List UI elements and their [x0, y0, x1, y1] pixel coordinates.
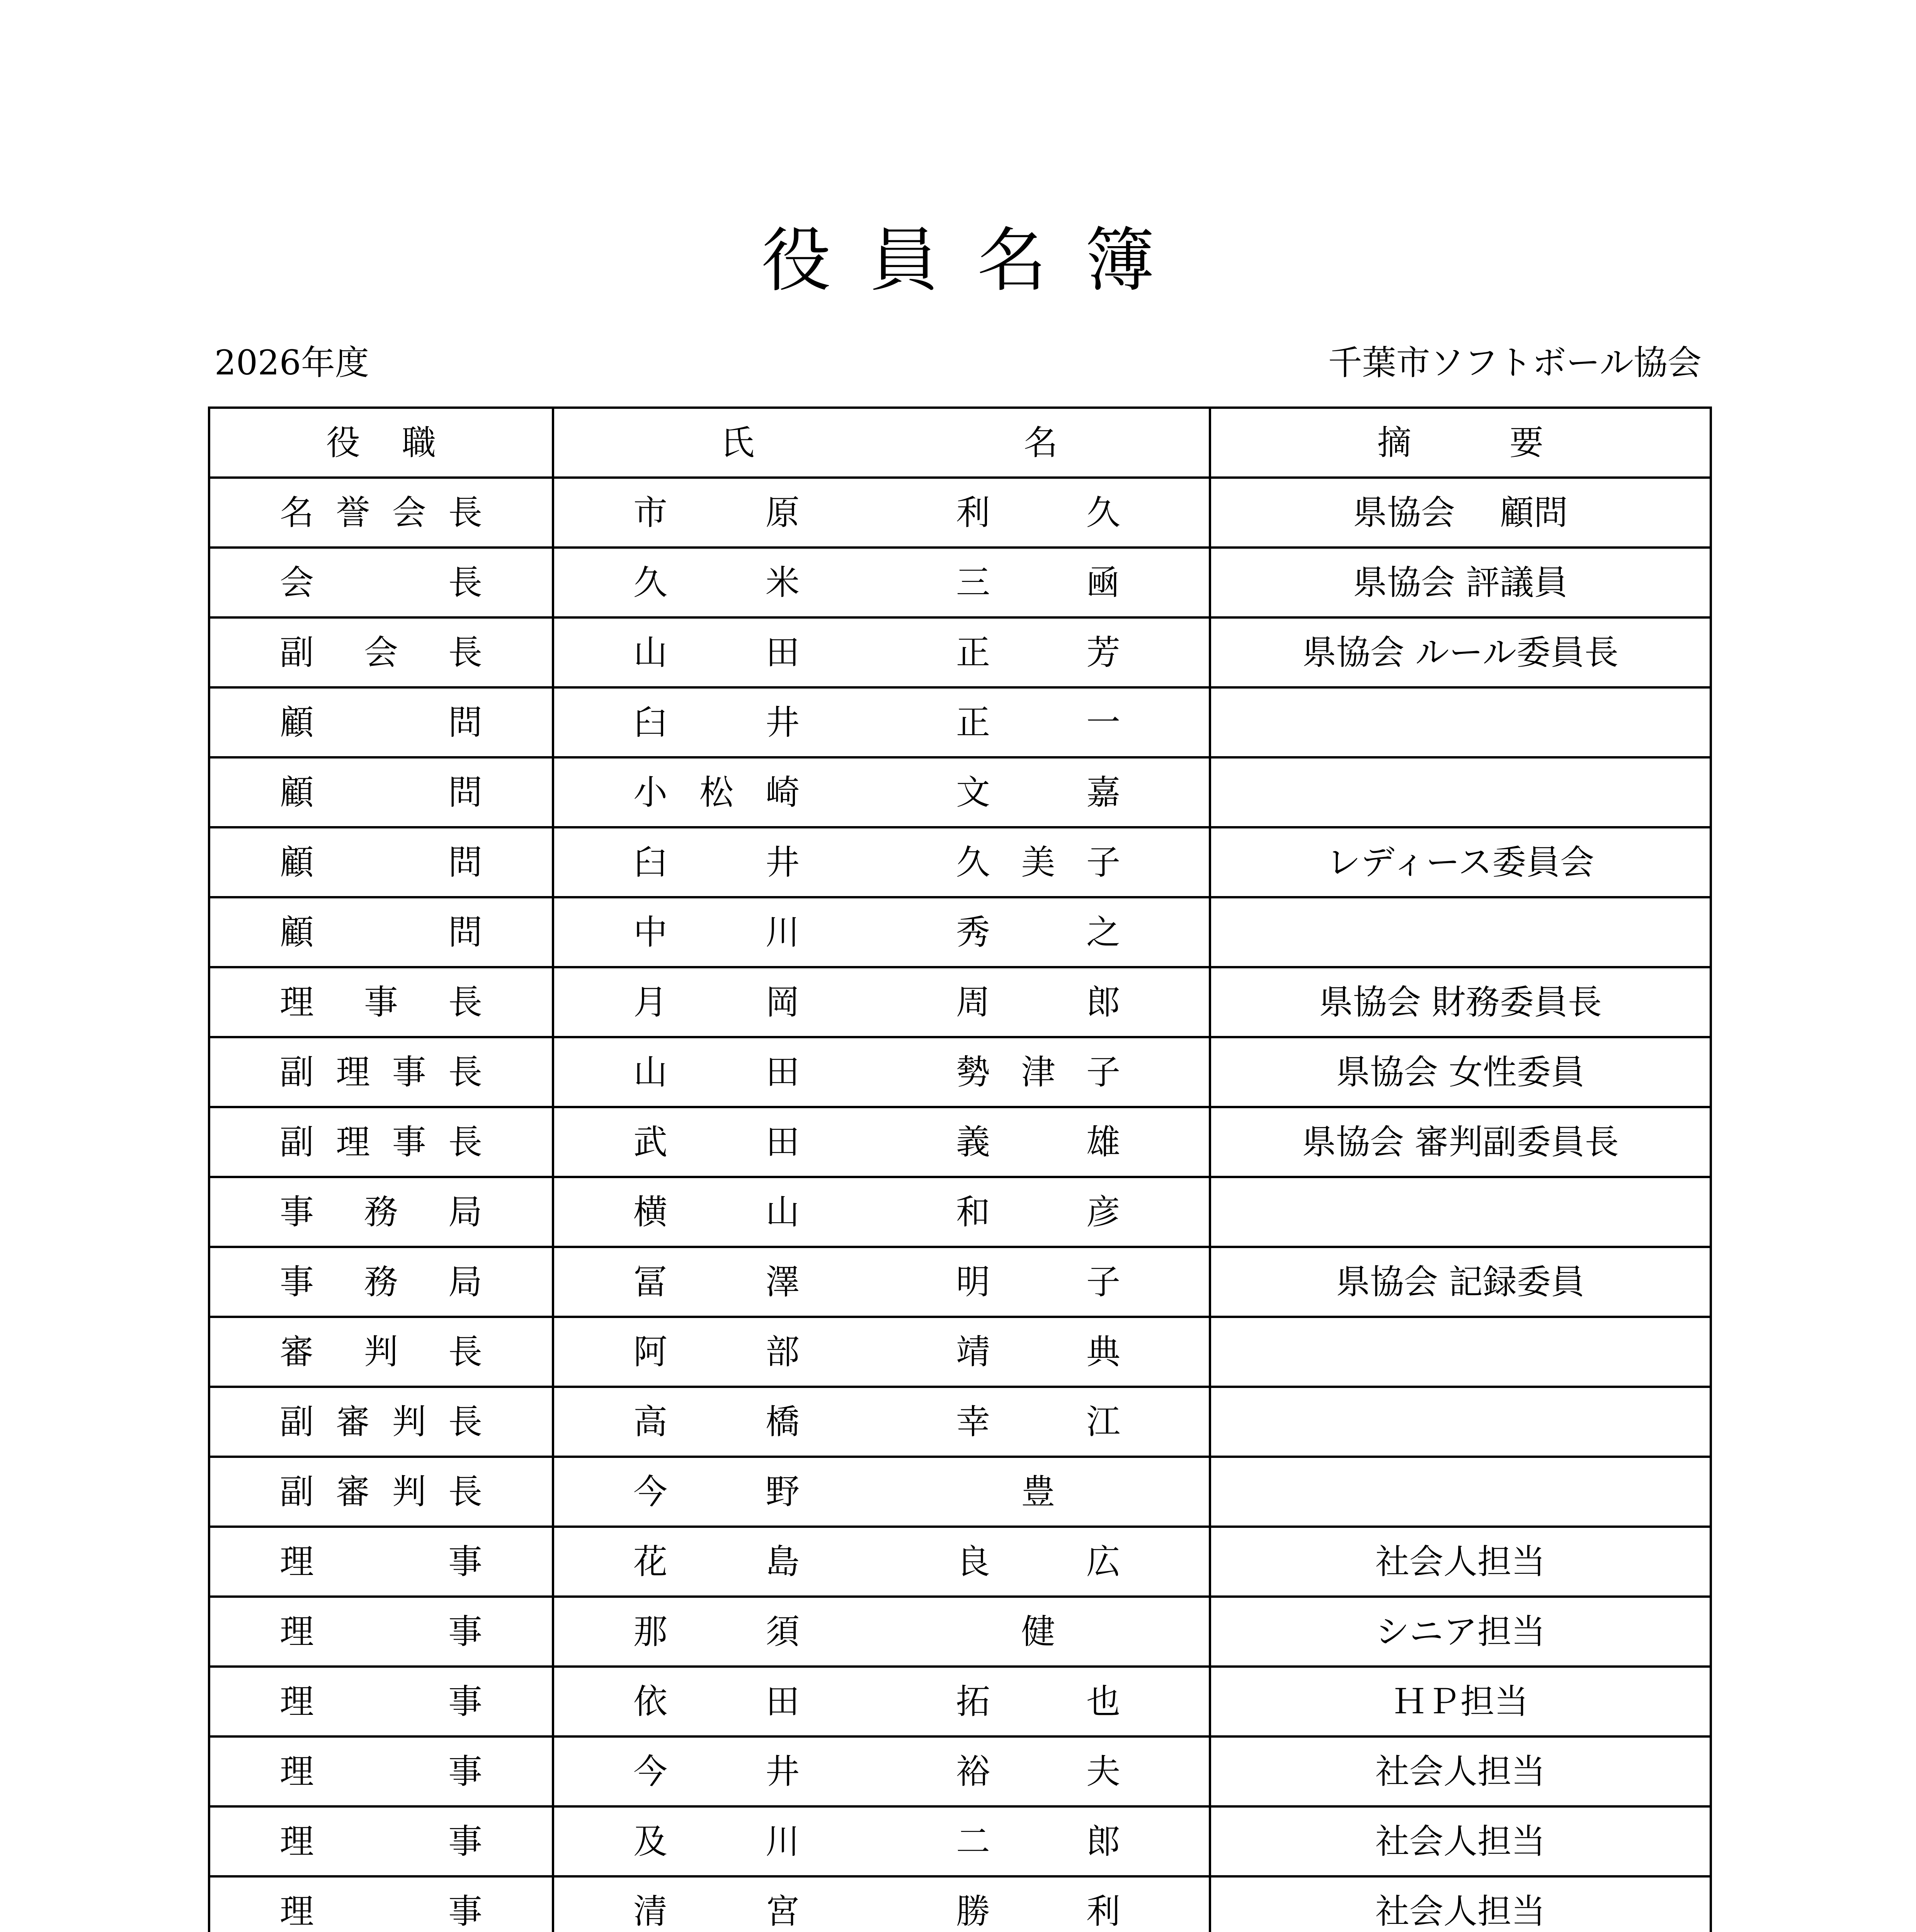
- role-text: 理事: [280, 1891, 482, 1931]
- given-name: 勢津子: [956, 1052, 1120, 1092]
- name-cell: [553, 1387, 1210, 1457]
- role-text: 理事長: [280, 982, 482, 1022]
- table-row: [209, 1736, 1711, 1806]
- family-name: 山田: [633, 632, 800, 672]
- role-text: 副審判長: [280, 1471, 482, 1512]
- table-row: [209, 548, 1711, 617]
- family-name: 今野: [633, 1471, 800, 1512]
- note-cell: ＨＰ担当: [1210, 1667, 1711, 1736]
- table-row: [209, 1317, 1711, 1387]
- name-cell: [553, 1107, 1210, 1177]
- role-text: 理事: [280, 1681, 482, 1721]
- role-cell: [209, 1806, 553, 1876]
- family-name: 中川: [633, 912, 800, 952]
- role-cell: [209, 1457, 553, 1527]
- fiscal-year: 2026年度: [214, 343, 369, 383]
- note-cell: 社会人担当: [1210, 1527, 1711, 1597]
- family-name: 花島: [633, 1541, 800, 1582]
- table-row: [209, 1806, 1711, 1876]
- role-cell: [209, 757, 553, 827]
- family-name: 那須: [633, 1611, 800, 1651]
- table-row: [209, 827, 1711, 897]
- table-row: [209, 617, 1711, 687]
- given-name: 明子: [956, 1262, 1120, 1302]
- header-note-label: 摘要: [1377, 422, 1543, 463]
- officer-roster-table: [208, 406, 1712, 1932]
- given-name: 裕夫: [956, 1751, 1120, 1791]
- note-cell: [1210, 897, 1711, 967]
- family-name: 依田: [633, 1681, 800, 1721]
- role-text: 理事: [280, 1821, 482, 1861]
- role-cell: [209, 1597, 553, 1667]
- note-cell: 社会人担当: [1210, 1876, 1711, 1932]
- header-note: [1210, 408, 1711, 478]
- family-name: 横山: [633, 1192, 800, 1232]
- role-text: 会長: [280, 562, 482, 602]
- table-row: [209, 967, 1711, 1037]
- given-name: 秀之: [956, 912, 1120, 952]
- note-cell: [1210, 757, 1711, 827]
- role-text: 事務局: [280, 1262, 482, 1302]
- note-cell: 県協会 記録委員: [1210, 1247, 1711, 1317]
- header-role: [209, 408, 553, 478]
- table-row: [209, 1527, 1711, 1597]
- header-name-given-label: 名: [1024, 422, 1058, 463]
- role-cell: [209, 548, 553, 617]
- family-name: 月岡: [633, 982, 800, 1022]
- name-cell: [553, 1876, 1210, 1932]
- family-name: 今井: [633, 1751, 800, 1791]
- note-cell: 県協会 顧問: [1210, 478, 1711, 548]
- name-cell: [553, 757, 1210, 827]
- table-row: [209, 1107, 1711, 1177]
- name-cell: [553, 548, 1210, 617]
- given-name: 利久: [956, 492, 1120, 532]
- given-name: 文嘉: [956, 772, 1120, 812]
- note-cell: [1210, 1387, 1711, 1457]
- note-cell: 県協会 財務委員長: [1210, 967, 1711, 1037]
- role-text: 副理事長: [280, 1052, 482, 1092]
- role-cell: [209, 897, 553, 967]
- name-cell: [553, 1247, 1210, 1317]
- table-header-row: [209, 408, 1711, 478]
- name-cell: [553, 1457, 1210, 1527]
- name-cell: [553, 897, 1210, 967]
- page-title: 役員名簿: [761, 220, 1193, 301]
- name-cell: [553, 827, 1210, 897]
- given-name: 良広: [956, 1541, 1120, 1582]
- organization-name: 千葉市ソフトボール協会: [1328, 343, 1702, 383]
- role-cell: [209, 1037, 553, 1107]
- given-name: 拓也: [956, 1681, 1120, 1721]
- header-name-family-label: 氏: [720, 422, 755, 463]
- header-role-label: 役職: [326, 422, 436, 463]
- role-cell: [209, 967, 553, 1037]
- given-name: 正芳: [956, 632, 1120, 672]
- role-cell: [209, 1247, 553, 1317]
- name-cell: [553, 1037, 1210, 1107]
- given-name: 幸江: [956, 1401, 1120, 1442]
- role-cell: [209, 1527, 553, 1597]
- role-text: 顧問: [280, 772, 482, 812]
- table-row: [209, 757, 1711, 827]
- role-cell: [209, 478, 553, 548]
- role-text: 理事: [280, 1751, 482, 1791]
- given-name: 靖典: [956, 1332, 1120, 1372]
- family-name: 久米: [633, 562, 800, 602]
- role-cell: [209, 1667, 553, 1736]
- role-cell: [209, 1317, 553, 1387]
- note-cell: 社会人担当: [1210, 1736, 1711, 1806]
- given-name: 健: [1021, 1611, 1055, 1651]
- note-cell: [1210, 1177, 1711, 1247]
- role-cell: [209, 1177, 553, 1247]
- note-cell: 県協会 審判副委員長: [1210, 1107, 1711, 1177]
- table-row: [209, 1876, 1711, 1932]
- note-cell: 県協会 ルール委員長: [1210, 617, 1711, 687]
- family-name: 臼井: [633, 842, 800, 882]
- name-cell: [553, 967, 1210, 1037]
- role-text: 審判長: [280, 1332, 482, 1372]
- name-cell: [553, 617, 1210, 687]
- table-row: [209, 1037, 1711, 1107]
- role-text: 副理事長: [280, 1122, 482, 1162]
- given-name: 勝利: [956, 1891, 1120, 1931]
- table-row: [209, 687, 1711, 757]
- table-row: [209, 1667, 1711, 1736]
- family-name: 山田: [633, 1052, 800, 1092]
- role-text: 名誉会長: [280, 492, 482, 532]
- note-cell: レディース委員会: [1210, 827, 1711, 897]
- role-cell: [209, 1107, 553, 1177]
- name-cell: [553, 1806, 1210, 1876]
- name-cell: [553, 1667, 1210, 1736]
- table-row: [209, 1597, 1711, 1667]
- given-name: 豊: [1021, 1471, 1055, 1512]
- name-cell: [553, 1527, 1210, 1597]
- table-row: [209, 1457, 1711, 1527]
- table-row: [209, 478, 1711, 548]
- family-name: 及川: [633, 1821, 800, 1861]
- table-row: [209, 1247, 1711, 1317]
- given-name: 二郎: [956, 1821, 1120, 1861]
- table-row: [209, 897, 1711, 967]
- note-cell: 県協会 評議員: [1210, 548, 1711, 617]
- role-text: 理事: [280, 1611, 482, 1651]
- name-cell: [553, 1597, 1210, 1667]
- table-row: [209, 1177, 1711, 1247]
- role-text: 顧問: [280, 842, 482, 882]
- role-text: 事務局: [280, 1192, 482, 1232]
- family-name: 臼井: [633, 702, 800, 742]
- given-name: 正一: [956, 702, 1120, 742]
- given-name: 周郎: [956, 982, 1120, 1022]
- role-cell: [209, 617, 553, 687]
- role-cell: [209, 1736, 553, 1806]
- family-name: 武田: [633, 1122, 800, 1162]
- table-row: [209, 1387, 1711, 1457]
- note-cell: 県協会 女性委員: [1210, 1037, 1711, 1107]
- name-cell: [553, 1317, 1210, 1387]
- name-cell: [553, 687, 1210, 757]
- role-text: 理事: [280, 1541, 482, 1582]
- given-name: 義雄: [956, 1122, 1120, 1162]
- name-cell: [553, 1177, 1210, 1247]
- family-name: 清宮: [633, 1891, 800, 1931]
- family-name: 市原: [633, 492, 800, 532]
- name-cell: [553, 478, 1210, 548]
- role-text: 副会長: [280, 632, 482, 672]
- note-cell: 社会人担当: [1210, 1806, 1711, 1876]
- given-name: 三凾: [956, 562, 1120, 602]
- family-name: 小松崎: [633, 772, 800, 812]
- role-cell: [209, 1387, 553, 1457]
- note-cell: [1210, 1317, 1711, 1387]
- name-cell: [553, 1736, 1210, 1806]
- family-name: 阿部: [633, 1332, 800, 1372]
- role-text: 顧問: [280, 912, 482, 952]
- header-name: [553, 408, 1210, 478]
- role-cell: [209, 1876, 553, 1932]
- note-cell: [1210, 687, 1711, 757]
- note-cell: シニア担当: [1210, 1597, 1711, 1667]
- given-name: 和彦: [956, 1192, 1120, 1232]
- note-cell: [1210, 1457, 1711, 1527]
- family-name: 冨澤: [633, 1262, 800, 1302]
- given-name: 久美子: [956, 842, 1120, 882]
- role-cell: [209, 687, 553, 757]
- role-text: 顧問: [280, 702, 482, 742]
- role-cell: [209, 827, 553, 897]
- family-name: 高橋: [633, 1401, 800, 1442]
- role-text: 副審判長: [280, 1401, 482, 1442]
